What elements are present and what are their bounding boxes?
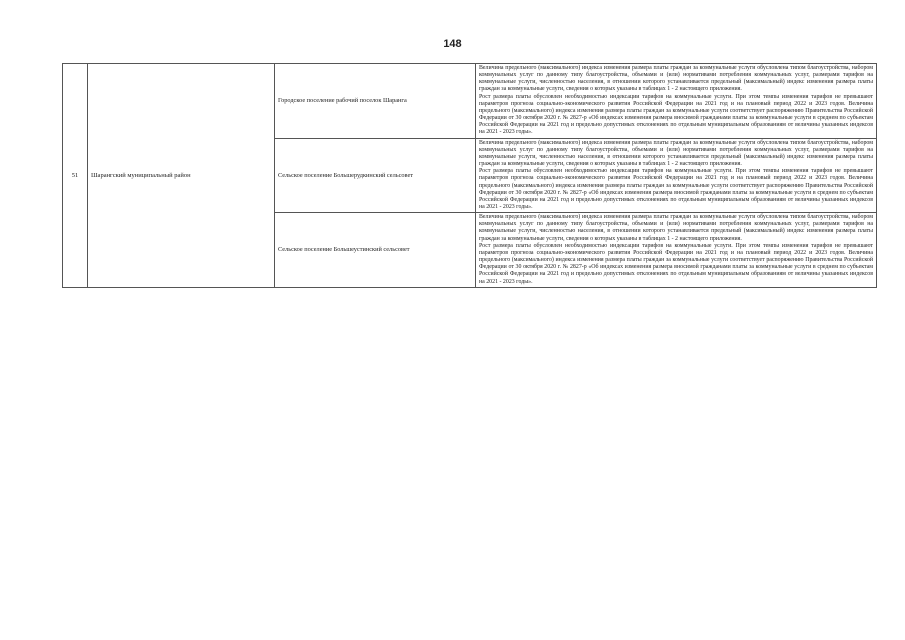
index-table [62, 63, 877, 288]
description-paragraph: Рост размера платы обусловлен необходимостью индексации тарифов на коммунальные услуги. При этом темпы изменения тарифов не превышают параметров прогноза социально-экономического развития Российской Федерации на 2021 год и на плановый период 2022 и 2023 годов. Величина предельного (максимального) индекса изменения размера платы граждан за коммунальные услуги соответствует распоряжению Правительства Российской Федерации от 30 октября 2020 г. № 2827-р «Об индексах изменения размера вносимой гражданами платы за коммунальные услуги в среднем по субъектам Российской Федерации на 2021 год и предельно допустимых отклонениях по отдельным муниципальным образованиям от величины указанных индексов на 2021 - 2023 годы». [479, 242, 873, 285]
table-row [63, 64, 877, 139]
settlement-name: Сельское поселение Большеустинский сельсовет [275, 213, 476, 288]
description-paragraph: Величина предельного (максимального) индекса изменения размера платы граждан за коммунальные услуги обусловлена типом благоустройства, набором коммунальных услуг по данному типу благоустройства, объемами и (или) нормативами потребления коммунальных услуг, размерами тарифов на коммунальные услуги, численностью населения, в отношении которого устанавливается предельный (максимальный) индекс изменения размера платы граждан за коммунальные услуги, сведения о которых указаны в таблицах 1 - 2 настоящего приложения. [479, 65, 873, 93]
settlement-description [476, 213, 877, 288]
description-paragraph: Величина предельного (максимального) индекса изменения размера платы граждан за коммунальные услуги обусловлена типом благоустройства, набором коммунальных услуг по данному типу благоустройства, объемами и (или) нормативами потребления коммунальных услуг, размерами тарифов на коммунальные услуги, численностью населения, в отношении которого устанавливается предельный (максимальный) индекс изменения размера платы граждан за коммунальные услуги, сведения о которых указаны в таблицах 1 - 2 настоящего приложения. [479, 214, 873, 242]
settlement-name: Сельское поселение Большерудкинский сельсовет [275, 138, 476, 213]
settlement-description [476, 64, 877, 139]
settlement-name: Городское поселение рабочий поселок Шаранга [275, 64, 476, 139]
page-number: 148 [443, 38, 462, 50]
description-paragraph: Рост размера платы обусловлен необходимостью индексации тарифов на коммунальные услуги. При этом темпы изменения тарифов не превышают параметров прогноза социально-экономического развития Российской Федерации на 2021 год и на плановый период 2022 и 2023 годов. Величина предельного (максимального) индекса изменения размера платы граждан за коммунальные услуги соответствует распоряжению Правительства Российской Федерации от 30 октября 2020 г. № 2827-р «Об индексах изменения размера вносимой гражданами платы за коммунальные услуги в среднем по субъектам Российской Федерации на 2021 год и предельно допустимых отклонениях по отдельным муниципальным образованиям от величины указанных индексов на 2021 - 2023 годы». [479, 93, 873, 136]
row-number: 51 [63, 64, 88, 288]
description-paragraph: Величина предельного (максимального) индекса изменения размера платы граждан за коммунальные услуги обусловлена типом благоустройства, набором коммунальных услуг по данному типу благоустройства, объемами и (или) нормативами потребления коммунальных услуг, размерами тарифов на коммунальные услуги, численностью населения, в отношении которого устанавливается предельный (максимальный) индекс изменения размера платы граждан за коммунальные услуги, сведения о которых указаны в таблицах 1 - 2 настоящего приложения. [479, 139, 873, 168]
description-paragraph: Рост размера платы обусловлен необходимостью индексации тарифов на коммунальные услуги. При этом темпы изменения тарифов не превышают параметров прогноза социально-экономического развития Российской Федерации на 2021 год и на плановый период 2022 и 2023 годов. Величина предельного (максимального) индекса изменения размера платы граждан за коммунальные услуги соответствует распоряжению Правительства Российской Федерации от 30 октября 2020 г. № 2827-р «Об индексах изменения размера вносимой гражданами платы за коммунальные услуги в среднем по субъектам Российской Федерации на 2021 год и предельно допустимых отклонениях по отдельным муниципальным образованиям от величины указанных индексов на 2021 - 2023 годы». [479, 168, 873, 210]
settlement-description [476, 138, 877, 213]
district-name: Шарангский муниципальный район [88, 64, 275, 288]
